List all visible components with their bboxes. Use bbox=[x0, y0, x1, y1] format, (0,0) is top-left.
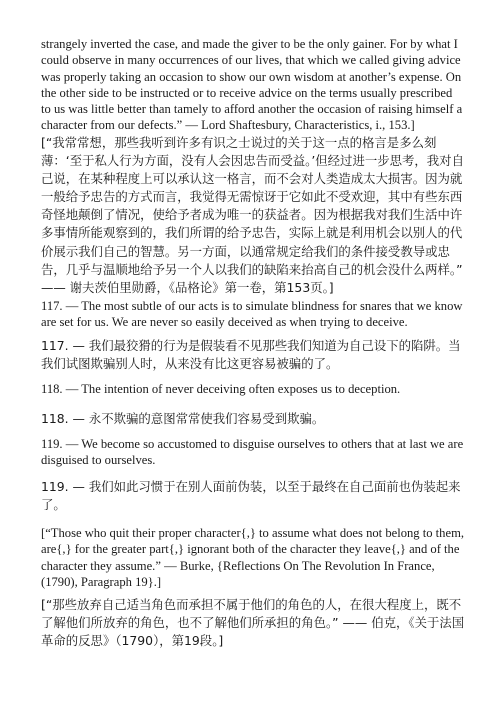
paragraph-en-maxim-117: 117. — The most subtle of our acts is to simulate blindness for snares that we know are set for us. We are never so easily deceived as when trying to deceive. bbox=[41, 299, 463, 330]
paragraph-zh-maxim-119: 119. — 我们如此习惯于在别人面前伪装，以至于最终在自己面前也伪装起来了。 bbox=[41, 479, 461, 513]
paragraph-en-maxim-118: 118. — The intention of never deceiving often exposes us to deception. bbox=[41, 382, 401, 396]
paragraph-zh-shaftesbury-quote: [“我常常想，那些我听到许多有识之士说过的关于这一点的格言是多么刻薄：‘至于私人行为方面，没有人会因忠告而受益。’但经过进一步思考，我对自己说，在某种程度上可以承认这一格言，而不会对人类造成太大损害。因为就一般给予忠告的方式而言，我觉得无需惊讶于它如此不受欢迎，其中有些东西奇怪地颠倒了情况，使给予者成为唯一的获益者。因为根据我对我们生活中许多事情所能观察到的，我们所谓的给予忠告，实际上就是利用机会以别人的代价展示我们自己的智慧。另一方面，以通常规定给我们的条件接受教导或忠告，几乎与温顺地给予另一个人以我们的缺陷来抬高自己的机会没什么两样。” —— 谢夫茨伯里勋爵，《品格论》第一卷，第153页。] bbox=[41, 135, 464, 295]
paragraph-zh-burke-quote: [“那些放弃自己适当角色而承担不属于他们的角色的人，在很大程度上，既不了解他们所放弃的角色，也不了解他们所承担的角色。” —— 伯克，《关于法国革命的反思》（1790），第19段。] bbox=[41, 597, 465, 649]
paragraph-zh-maxim-118: 118. — 永不欺骗的意图常常使我们容易受到欺骗。 bbox=[41, 411, 325, 426]
paragraph-en-shaftesbury-quote-end: strangely inverted the case, and made the giver to be the only gainer. For by what I could observe in many occurrences of our lives, that which we called giving advice was properly taking an occasion to show our own wisdom at another’s expense. On the other side to be instructed or to receive advice on the terms usually prescribed to us was little better than tamely to afford another the occasion of raising himself a character from our defects.” — Lord Shaftesbury, Characteristics, i., 153.] bbox=[41, 37, 463, 133]
paragraph-en-burke-quote: [“Those who quit their proper character{,} to assume what does not belong to them, are{,} for the greater part{,} ignorant both of the character they leave{,} and of the character they assume.” — Burke, {Reflections On The Revolution In France, (1790), Paragraph 19}.] bbox=[41, 526, 465, 589]
paragraph-en-maxim-119: 119. — We become so accustomed to disguise ourselves to others that at last we are disguised to ourselves. bbox=[41, 437, 464, 468]
paragraph-zh-maxim-117: 117. — 我们最狡猾的行为是假装看不见那些我们知道为自己设下的陷阱。当我们试图欺骗别人时，从来没有比这更容易被骗的了。 bbox=[41, 338, 461, 372]
